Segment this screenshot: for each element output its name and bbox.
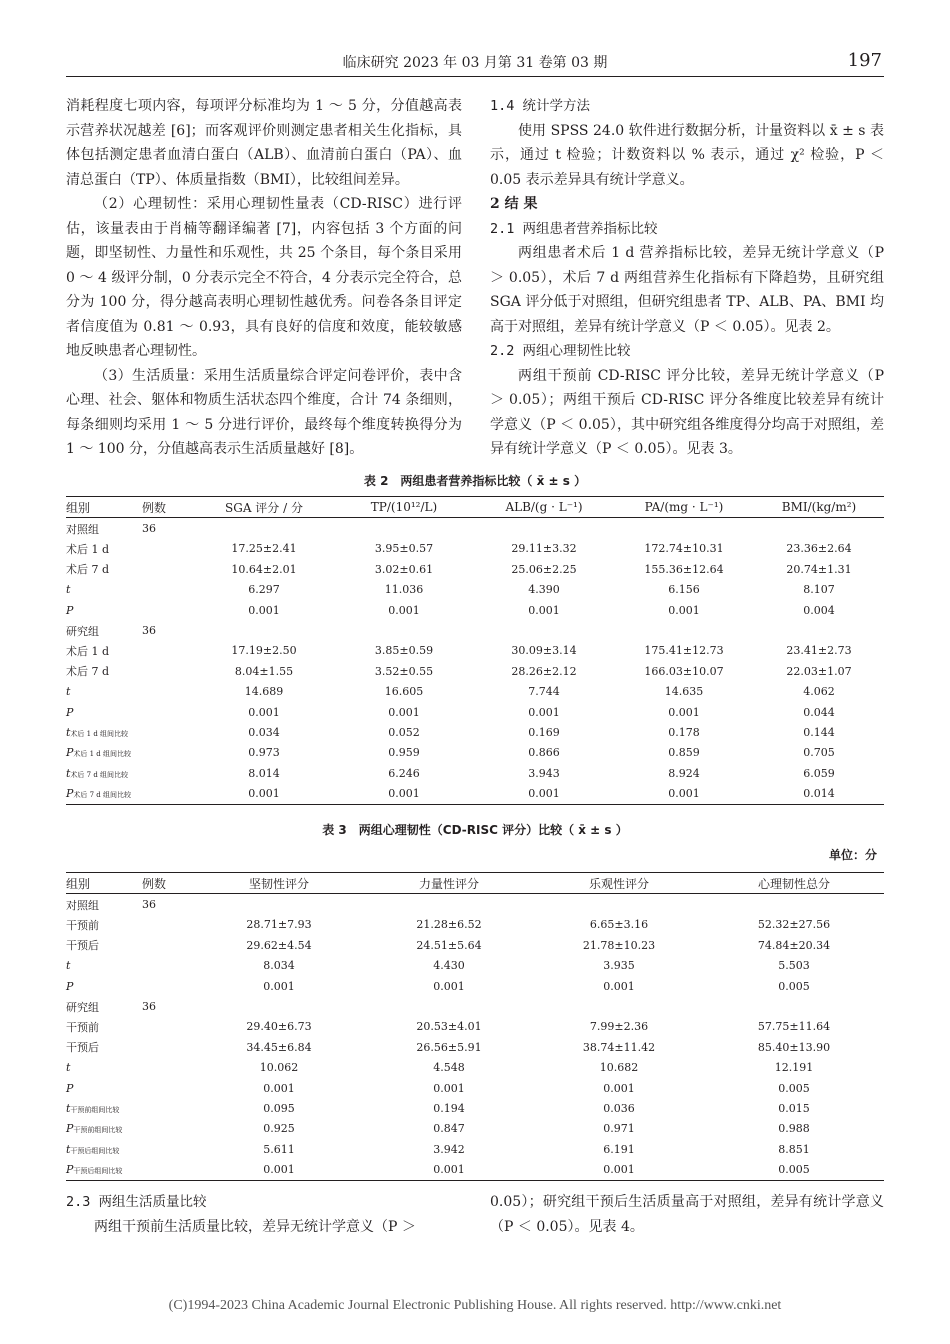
table2-row-label: P xyxy=(66,705,74,719)
table2-cell: 10.64±2.01 xyxy=(231,562,297,576)
table2-row xyxy=(66,763,884,783)
table2-cell: 28.26±2.12 xyxy=(511,664,577,678)
table2-header-cell: TP/(10¹²/L) xyxy=(370,500,438,515)
table2-cell-n xyxy=(142,600,194,620)
paragraph-statistics: 使用 SPSS 24.0 软件进行数据分析，计量资料以 x̄ ± s 表示，通过 t 检验；计数资料以 % 表示，通过 χ² 检验，P ＜ 0.05 表示差异具有统计学意义。 xyxy=(490,122,884,188)
table2-row-label: t xyxy=(66,583,71,597)
table3-cell: 5.503 xyxy=(778,959,810,973)
table2-header-cell: 组别 xyxy=(66,500,91,515)
table3 xyxy=(66,872,884,1181)
table3-cell: 4.430 xyxy=(433,959,465,973)
table2-row xyxy=(66,518,884,539)
table2-cell: 0.001 xyxy=(388,787,420,801)
table2-cell-n xyxy=(142,682,194,702)
table2-cell: 0.001 xyxy=(528,603,560,617)
table3-header-cell: 例数 xyxy=(142,876,167,891)
table2-row xyxy=(66,580,884,600)
table2-cell: 23.36±2.64 xyxy=(786,542,852,556)
heading-2-3: 2.3 两组生活质量比较 xyxy=(66,1194,207,1210)
table2-cell: 14.635 xyxy=(664,685,704,699)
table3-cell xyxy=(364,894,534,915)
table3-cell: 0.001 xyxy=(263,1163,295,1177)
table2-row-label: t术后 7 d 组间比较 xyxy=(66,766,129,780)
table3-row-label: P干预后组间比较 xyxy=(66,1163,123,1177)
table3-cell: 3.935 xyxy=(603,959,635,973)
table2-row xyxy=(66,783,884,804)
table3-cell-n xyxy=(142,915,194,935)
table2-cell-n xyxy=(142,580,194,600)
table3-row-label: P干预前组间比较 xyxy=(66,1122,123,1136)
table2-row-label: P术后 7 d 组间比较 xyxy=(66,787,132,801)
table2-row xyxy=(66,559,884,579)
table3-cell: 6.65±3.16 xyxy=(589,918,649,932)
table2-cell: 16.605 xyxy=(384,685,424,699)
table2-header-cell: ALB/(g · L⁻¹) xyxy=(505,500,583,515)
heading-2: 2 结 果 xyxy=(490,196,538,212)
table2-cell: 20.74±1.31 xyxy=(786,562,852,576)
table2-cell: 7.744 xyxy=(528,685,560,699)
table2-cell: 0.144 xyxy=(803,725,835,739)
paragraph-nutrition: 两组患者术后 1 d 营养指标比较，差异无统计学意义（P ＞ 0.05），术后 7 d 两组营养生化指标有下降趋势，且研究组 SGA 评分低于对照组，但研究组患者 TP、ALB、PA、BMI 均高于对照组，差异有统计学意义（P ＜ 0.05）。见表 2。 xyxy=(490,245,884,335)
table3-cell: 8.851 xyxy=(778,1142,810,1156)
table2-cell: 3.02±0.61 xyxy=(374,562,434,576)
table3-cell-n: 36 xyxy=(142,1000,156,1014)
table3-cell: 0.001 xyxy=(603,1163,635,1177)
table3-cell: 4.548 xyxy=(433,1061,465,1075)
table3-cell xyxy=(704,894,884,915)
table3-cell: 0.971 xyxy=(603,1122,635,1136)
table2-cell: 0.001 xyxy=(668,787,700,801)
table3-cell: 10.062 xyxy=(259,1061,299,1075)
table3-row xyxy=(66,996,884,1016)
right-column xyxy=(490,94,884,462)
table3-cell: 0.001 xyxy=(603,1081,635,1095)
table3-cell: 5.611 xyxy=(263,1142,295,1156)
table2 xyxy=(66,496,884,805)
table2-cell-n xyxy=(142,783,194,804)
table3-cell: 21.78±10.23 xyxy=(582,938,656,952)
table2-cell: 155.36±12.64 xyxy=(644,562,724,576)
table3-cell: 0.001 xyxy=(433,1163,465,1177)
table3-cell-n: 36 xyxy=(142,898,156,912)
header-rule xyxy=(66,76,884,77)
table3-cell-n xyxy=(142,1078,194,1098)
table2-cell: 0.001 xyxy=(388,603,420,617)
table2-cell-n: 36 xyxy=(142,522,156,536)
table2-row-label: P术后 1 d 组间比较 xyxy=(66,746,132,760)
table3-cell xyxy=(534,894,704,915)
table3-cell: 0.001 xyxy=(263,1081,295,1095)
table3-cell: 0.001 xyxy=(263,979,295,993)
table3-cell: 0.001 xyxy=(433,979,465,993)
paragraph-qol-right: 0.05）；研究组干预后生活质量高于对照组，差异有统计学意义（P ＜ 0.05）。见表 4。 xyxy=(490,1194,884,1235)
table2-cell: 11.036 xyxy=(384,583,424,597)
table3-cell-n xyxy=(142,1119,194,1139)
table3-cell xyxy=(194,996,364,1016)
table2-cell: 0.004 xyxy=(803,603,835,617)
table2-row xyxy=(66,661,884,681)
table3-row-label: t xyxy=(66,959,71,973)
table3-cell: 7.99±2.36 xyxy=(589,1020,649,1034)
table3-row xyxy=(66,935,884,955)
table2-row-label: P xyxy=(66,603,74,617)
table2-cell xyxy=(474,518,614,539)
table3-row-label: P xyxy=(66,979,74,993)
table3-cell-n xyxy=(142,935,194,955)
table2-row xyxy=(66,743,884,763)
table2-cell: 8.014 xyxy=(248,766,280,780)
table2-cell-n xyxy=(142,702,194,722)
table2-cell: 0.001 xyxy=(248,603,280,617)
table2-cell: 23.41±2.73 xyxy=(786,644,852,658)
table2-header-cell: PA/(mg · L⁻¹) xyxy=(644,500,724,515)
table2-cell-n xyxy=(142,743,194,763)
table2-row xyxy=(66,641,884,661)
table3-cell: 0.005 xyxy=(778,979,810,993)
table2-cell: 0.001 xyxy=(668,603,700,617)
table2-cell: 0.866 xyxy=(528,746,560,760)
table3-header-cell: 组别 xyxy=(66,876,91,891)
table3-unit: 单位：分 xyxy=(829,848,878,862)
table3-cell: 29.62±4.54 xyxy=(246,938,312,952)
table3-row xyxy=(66,1037,884,1057)
table3-row-label: 研究组 xyxy=(66,1000,99,1014)
table2-cell: 17.19±2.50 xyxy=(231,644,297,658)
table2-cell: 3.943 xyxy=(528,766,560,780)
table3-row-label: 干预后 xyxy=(66,939,99,953)
table3-cell xyxy=(704,996,884,1016)
paragraph-cd-risc: （2）心理韧性：采用心理韧性量表（CD-RISC）进行评估，该量表由于肖楠等翻译编著 [7]，内容包括 3 个方面的问题，即坚韧性、力量性和乐观性，共 25 个条目，每个条目采用 0 ～ 4 级评分制，0 分表示完全不符合，4 分表示完全符合，总分为 100 分，得分越高表明心理韧性越优秀。问卷各条目评定者信度值为 0.81 ～ 0.93，具有良好的信度和效度，能较敏感地反映患者心理韧性。 xyxy=(66,196,462,359)
table2-row-label: 对照组 xyxy=(66,522,99,536)
table2-cell: 0.001 xyxy=(668,705,700,719)
table2-cell: 0.001 xyxy=(248,705,280,719)
bottom-right xyxy=(490,1190,884,1239)
table2-cell xyxy=(194,518,334,539)
table3-cell xyxy=(364,996,534,1016)
table2-cell xyxy=(614,620,754,640)
table2-cell: 22.03±1.07 xyxy=(786,664,852,678)
table3-cell: 34.45±6.84 xyxy=(246,1040,312,1054)
table2-cell xyxy=(614,518,754,539)
table2-cell: 29.11±3.32 xyxy=(511,542,577,556)
table2-cell: 0.001 xyxy=(388,705,420,719)
table3-row xyxy=(66,1098,884,1118)
table3-row xyxy=(66,1058,884,1078)
table2-row-label: 术后 1 d xyxy=(66,542,110,556)
table3-row xyxy=(66,1159,884,1180)
table3-cell: 28.71±7.93 xyxy=(246,918,312,932)
copyright-footer: (C)1994-2023 China Academic Journal Electronic Publishing House. All rights reserved. http://www.cnki.net xyxy=(168,1298,782,1313)
table3-row xyxy=(66,1119,884,1139)
table3-cell: 0.001 xyxy=(433,1081,465,1095)
table2-cell: 0.034 xyxy=(248,725,280,739)
table3-cell: 29.40±6.73 xyxy=(246,1020,312,1034)
table3-header-cell: 坚韧性评分 xyxy=(248,876,309,891)
table3-row-label: 干预前 xyxy=(66,1020,99,1034)
table2-row-label: 术后 7 d xyxy=(66,665,110,679)
table3-cell: 21.28±6.52 xyxy=(416,918,482,932)
table3-cell xyxy=(534,996,704,1016)
table2-cell xyxy=(754,518,884,539)
table3-cell: 3.942 xyxy=(433,1142,465,1156)
table3-row-label: 干预后 xyxy=(66,1041,99,1055)
table2-cell: 166.03±10.07 xyxy=(644,664,724,678)
left-column xyxy=(66,94,462,462)
table2-cell: 4.062 xyxy=(803,685,835,699)
table2-cell-n: 36 xyxy=(142,624,156,638)
table2-row xyxy=(66,682,884,702)
table2-cell: 30.09±3.14 xyxy=(511,644,577,658)
table2-row xyxy=(66,702,884,722)
table2-row xyxy=(66,722,884,742)
table3-cell: 20.53±4.01 xyxy=(416,1020,482,1034)
table3-cell: 8.034 xyxy=(263,959,295,973)
table3-cell: 10.682 xyxy=(599,1061,639,1075)
table2-cell: 8.04±1.55 xyxy=(234,664,294,678)
table2-cell-n xyxy=(142,641,194,661)
table2-cell xyxy=(334,620,474,640)
table3-row-label: t xyxy=(66,1061,71,1075)
table2-cell: 14.689 xyxy=(244,685,284,699)
table3-header-cell: 心理韧性总分 xyxy=(757,876,830,891)
table3-row-label: P xyxy=(66,1081,74,1095)
table3-cell xyxy=(194,894,364,915)
table3-cell-n xyxy=(142,1139,194,1159)
table3-cell: 85.40±13.90 xyxy=(757,1040,831,1054)
table3-cell: 12.191 xyxy=(774,1061,814,1075)
table2-header-cell: SGA 评分 / 分 xyxy=(225,500,303,515)
table2-cell: 0.178 xyxy=(668,725,700,739)
heading-1-4: 1.4 统计学方法 xyxy=(490,98,591,114)
paragraph-resilience: 两组干预前 CD-RISC 评分比较，差异无统计学意义（P ＞ 0.05）；两组干预后 CD-RISC 评分各维度比较差异有统计学意义（P ＜ 0.05），其中研究组各维度得分均高于对照组，差异有统计学意义（P ＜ 0.05）。见表 3。 xyxy=(490,367,884,457)
table2-cell: 0.169 xyxy=(528,725,560,739)
table3-cell: 0.988 xyxy=(778,1122,810,1136)
paragraph-quality-of-life: （3）生活质量：采用生活质量综合评定问卷评价，表中含心理、社会、躯体和物质生活状态四个维度，合计 74 条细则，每条细则均采用 1 ～ 5 分进行评价，最终每个维度转换得分为 1 ～ 100 分，分值越高表示生活质量越好 [8]。 xyxy=(66,367,462,457)
table2-cell: 3.85±0.59 xyxy=(374,644,434,658)
table3-cell: 57.75±11.64 xyxy=(757,1020,831,1034)
running-header: 临床研究 2023 年 03 月第 31 卷第 03 期 xyxy=(342,55,608,71)
table3-cell: 38.74±11.42 xyxy=(582,1040,656,1054)
table2-cell: 175.41±12.73 xyxy=(644,644,724,658)
table3-cell: 26.56±5.91 xyxy=(416,1040,482,1054)
table2-cell xyxy=(334,518,474,539)
table3-header-cell: 乐观性评分 xyxy=(588,876,649,891)
table3-cell-n xyxy=(142,1159,194,1180)
table3-row xyxy=(66,1017,884,1037)
table2-row-label: 术后 1 d xyxy=(66,644,110,658)
table2-cell: 0.001 xyxy=(528,705,560,719)
table2-cell: 0.973 xyxy=(248,746,280,760)
bottom-left xyxy=(66,1190,462,1239)
table2-cell-n xyxy=(142,661,194,681)
table2-cell: 25.06±2.25 xyxy=(511,562,577,576)
table3-cell: 74.84±20.34 xyxy=(757,938,831,952)
table2-cell: 0.001 xyxy=(248,787,280,801)
table2-cell: 4.390 xyxy=(528,583,560,597)
table3-caption: 表 3 两组心理韧性（CD-RISC 评分）比较（ x̄ ± s ） xyxy=(322,823,628,837)
paragraph-qol-left: 两组干预前生活质量比较，差异无统计学意义（P ＞ xyxy=(94,1218,416,1235)
paragraph-sga: 消耗程度七项内容，每项评分标准均为 1 ～ 5 分，分值越高表示营养状况越差 [6]；而客观评价则测定患者相关生化指标，具体包括测定患者血清白蛋白（ALB）、血清前白蛋白（PA）、血清总蛋白（TP）、体质量指数（BMI），比较组间差异。 xyxy=(66,98,462,188)
table3-cell: 0.194 xyxy=(433,1101,465,1115)
table3-cell-n xyxy=(142,976,194,996)
table3-cell: 0.095 xyxy=(263,1101,295,1115)
table3-row-label: t干预后组间比较 xyxy=(66,1142,120,1156)
table3-cell: 0.005 xyxy=(778,1163,810,1177)
table3-cell: 0.001 xyxy=(603,979,635,993)
table2-cell: 8.924 xyxy=(668,766,700,780)
table2-cell: 6.156 xyxy=(668,583,700,597)
table3-cell: 0.036 xyxy=(603,1101,635,1115)
table2-row-label: 术后 7 d xyxy=(66,563,110,577)
table3-cell: 24.51±5.64 xyxy=(416,938,482,952)
table3-cell: 0.847 xyxy=(433,1122,465,1136)
table3-cell-n xyxy=(142,956,194,976)
table2-header-cell: 例数 xyxy=(142,500,167,515)
table2-cell: 172.74±10.31 xyxy=(644,542,724,556)
table3-cell: 6.191 xyxy=(603,1142,635,1156)
table3-row xyxy=(66,894,884,915)
table3-row xyxy=(66,915,884,935)
table2-cell: 17.25±2.41 xyxy=(231,542,297,556)
table3-cell-n xyxy=(142,1098,194,1118)
table2-row xyxy=(66,600,884,620)
table3-row-label: 干预前 xyxy=(66,918,99,932)
table2-cell xyxy=(474,620,614,640)
table2-cell: 0.001 xyxy=(528,787,560,801)
table2-row-label: 研究组 xyxy=(66,624,99,638)
table2-cell: 0.052 xyxy=(388,725,420,739)
table3-row xyxy=(66,1078,884,1098)
table3-cell: 0.925 xyxy=(263,1122,295,1136)
table2-cell: 6.059 xyxy=(803,766,835,780)
table2-cell xyxy=(194,620,334,640)
table3-header-cell: 力量性评分 xyxy=(418,876,479,891)
table2-cell: 0.959 xyxy=(388,746,420,760)
table2-cell: 0.859 xyxy=(668,746,700,760)
table3-row-label: 对照组 xyxy=(66,898,99,912)
table2-cell-n xyxy=(142,539,194,559)
table3-cell-n xyxy=(142,1058,194,1078)
table2-cell: 0.705 xyxy=(803,746,835,760)
table2-cell-n xyxy=(142,559,194,579)
table3-cell: 0.015 xyxy=(778,1101,810,1115)
heading-2-1: 2.1 两组患者营养指标比较 xyxy=(490,220,658,237)
table2-row-label: t术后 1 d 组间比较 xyxy=(66,725,129,739)
table2-cell: 0.044 xyxy=(803,705,835,719)
table2-cell: 6.246 xyxy=(388,766,420,780)
table2-row xyxy=(66,620,884,640)
table2-header-cell: BMI/(kg/m²) xyxy=(781,500,857,515)
table2-cell-n xyxy=(142,763,194,783)
table3-row xyxy=(66,1139,884,1159)
table3-cell-n xyxy=(142,1017,194,1037)
table3-row-label: t干预前组间比较 xyxy=(66,1101,120,1115)
table2-caption: 表 2 两组患者营养指标比较（ x̄ ± s ） xyxy=(363,474,587,488)
table3-cell: 0.005 xyxy=(778,1081,810,1095)
table3-cell-n xyxy=(142,1037,194,1057)
table3-row xyxy=(66,956,884,976)
table2-cell: 3.52±0.55 xyxy=(374,664,434,678)
table3-cell: 52.32±27.56 xyxy=(757,918,831,932)
heading-2-2: 2.2 两组心理韧性比较 xyxy=(490,343,631,359)
table2-cell-n xyxy=(142,722,194,742)
table3-row xyxy=(66,976,884,996)
table2-row-label: t xyxy=(66,685,71,699)
page-number: 197 xyxy=(847,50,882,71)
table2-cell: 6.297 xyxy=(248,583,280,597)
table2-cell: 0.014 xyxy=(803,787,835,801)
table2-cell: 8.107 xyxy=(803,583,835,597)
table2-cell xyxy=(754,620,884,640)
table2-row xyxy=(66,539,884,559)
table2-cell: 3.95±0.57 xyxy=(374,542,434,556)
